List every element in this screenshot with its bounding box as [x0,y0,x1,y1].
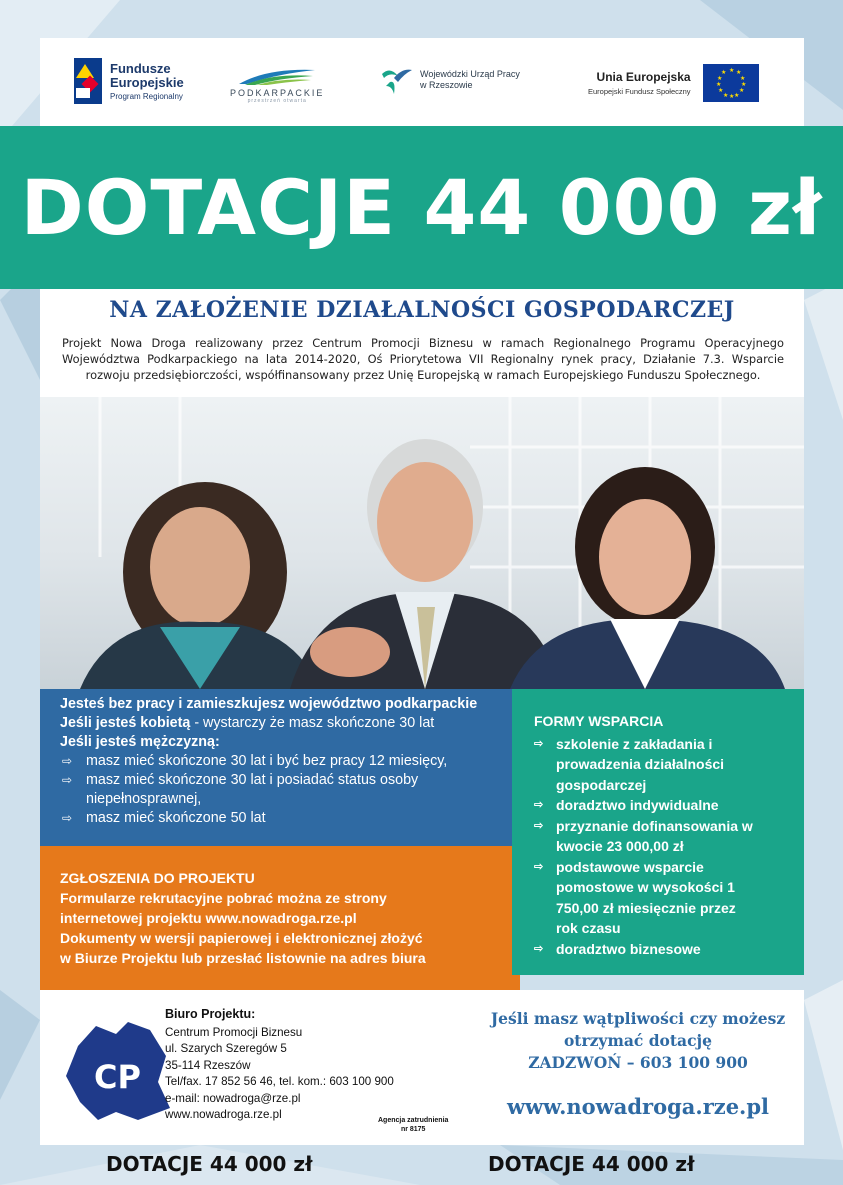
applications-line: Formularze rekrutacyjne pobrać można ze strony [60,890,387,906]
eligibility-line2-rest: - wystarczy że masz skończone 30 lat [190,715,435,731]
office-line: Centrum Promocji Biznesu [165,1025,303,1039]
list-item: ⇨ masz mieć skończone 50 lat [62,810,266,826]
people-photo [40,397,804,689]
support-title: FORMY WSPARCIA [534,713,664,729]
contact-text [480,1008,796,1074]
svg-text:★: ★ [739,75,745,82]
contact-line3: ZADZWOŃ – 603 100 900 [528,1053,748,1072]
footer-right: DOTACJE 44 000 zł [488,1152,695,1176]
list-item: ⇨ masz mieć skończone 30 lat i posiadać status osoby niepełnosprawnej, [62,772,419,807]
agency-note [378,1116,448,1134]
website-link[interactable]: www.nowadroga.rze.pl [506,1094,770,1119]
subtitle: NA ZAŁOŻENIE DZIAŁALNOŚCI GOSPODARCZEJ [109,297,735,323]
headline-band [0,126,843,289]
svg-text:★: ★ [728,93,734,100]
contact-line1: Jeśli masz wątpliwości czy możesz [490,1009,786,1028]
intro-section [40,289,804,397]
list-item: ⇨ doradztwo biznesowe [534,939,804,960]
cp-map-logo [58,1016,178,1126]
office-section [40,990,804,1145]
fe-flag-icon [74,58,102,104]
ue-line2: Europejski Fundusz Społeczny [588,87,691,96]
list-item: ⇨ przyznanie dofinansowania w kwocie 23 000,00 zł [534,817,753,854]
podkarpackie-name: PODKARPACKIE [230,88,325,98]
contact-line2: otrzymać dotację [563,1031,713,1050]
podkarpackie-sub: przestrzeń otwarta [247,98,307,104]
footer-left: DOTACJE 44 000 zł [106,1152,313,1176]
eligibility-line3: Jeśli jesteś mężczyzną: [60,734,220,750]
agency-line1: Agencja zatrudnienia [378,1117,449,1124]
applications-title: ZGŁOSZENIA DO PROJEKTU [60,870,255,886]
arrow-right-icon: ⇨ [534,799,544,811]
office-line: ul. Szarych Szeregów 5 [165,1042,287,1055]
svg-text:★: ★ [715,81,721,88]
project-description: Projekt Nowa Droga realizowany przez Centrum Promocji Biznesu w ramach Regionalnego Programu Operacyjnego Województwa Podkarpackiego na lata 2014-2020, Oś Priorytetowa VII Regionalny rynek pracy, Działanie 7.3. Wsparcie rozwoju przedsiębiorczości, współfinansowany przez Unię Europejską w ramach Europejskiego Funduszu Społecznego. [62,336,784,382]
list-item: ⇨ masz mieć skończone 30 lat i być bez pracy 12 miesięcy, [62,753,448,769]
office-line: 35-114 Rzeszów [165,1058,251,1072]
arrow-right-icon: ⇨ [534,860,544,873]
arrow-right-icon: ⇨ [534,737,544,750]
fe-line2: Europejskie [110,74,184,90]
arrow-right-icon: ⇨ [62,811,73,825]
office-line: e-mail: nowadroga@rze.pl [165,1091,301,1105]
office-address [165,1006,394,1124]
applications-box [40,846,520,990]
list-item: ⇨ podstawowe wsparcie pomostowe w wysokości 1 750,00 zł miesięcznie przez rok czasu [534,858,736,936]
svg-text:★: ★ [720,69,726,76]
office-title: Biuro Projektu: [165,1007,256,1021]
svg-text:★: ★ [738,87,744,94]
eligibility-line2-bold: Jeśli jesteś kobietą [60,715,191,731]
wup-line2: w Rzeszowie [420,80,473,90]
support-box [512,689,804,975]
wup-bird-icon [380,64,414,96]
arrow-right-icon: ⇨ [534,819,544,832]
unia-europejska-logo [588,64,759,102]
svg-text:★: ★ [735,69,741,76]
eligibility-box [40,689,520,846]
applications-line: w Biurze Projektu lub przesłać listownie na adres biura [60,950,426,966]
arrow-right-icon: ⇨ [534,942,544,955]
fundusze-europejskie-logo [74,58,184,104]
eligibility-line2 [60,714,520,733]
office-line: www.nowadroga.rze.pl [165,1108,282,1121]
svg-text:★: ★ [716,75,722,82]
list-item: ⇨ szkolenie z zakładania i prowadzenia działalności gospodarczej [534,735,725,793]
fe-line3: Program Regionalny [110,91,183,101]
list-item: ⇨ doradztwo indywidualne [534,795,804,816]
logo-bar [40,38,804,126]
ue-line1: Unia Europejska [596,70,691,84]
wup-logo [380,64,520,96]
svg-text:★: ★ [722,92,728,99]
eligibility-line1: Jesteś bez pracy i zamieszkujesz województwo podkarpackie [60,696,478,712]
applications-line: Dokumenty w wersji papierowej i elektronicznej złożyć [60,930,423,946]
wup-line1: Wojewódzki Urząd Pracy [420,69,520,79]
svg-text:★: ★ [740,81,746,88]
cp-logo-text: CP [94,1058,141,1096]
applications-line: internetowej projektu www.nowadroga.rze.pl [60,910,357,926]
arrow-right-icon: ⇨ [62,754,73,768]
svg-text:★: ★ [717,87,723,94]
fe-line1: Fundusze [110,60,171,76]
podkarpackie-logo [230,64,324,104]
svg-text:★: ★ [728,67,734,74]
svg-text:★: ★ [733,92,739,99]
agency-line2: nr 8175 [400,1126,426,1133]
headline: DOTACJE 44 000 zł [20,163,823,252]
arrow-right-icon: ⇨ [62,773,73,787]
podkarpackie-wave-icon [237,64,317,86]
office-line: Tel/fax. 17 852 56 46, tel. kom.: 603 100 900 [165,1075,394,1088]
eu-flag-icon [703,64,759,102]
